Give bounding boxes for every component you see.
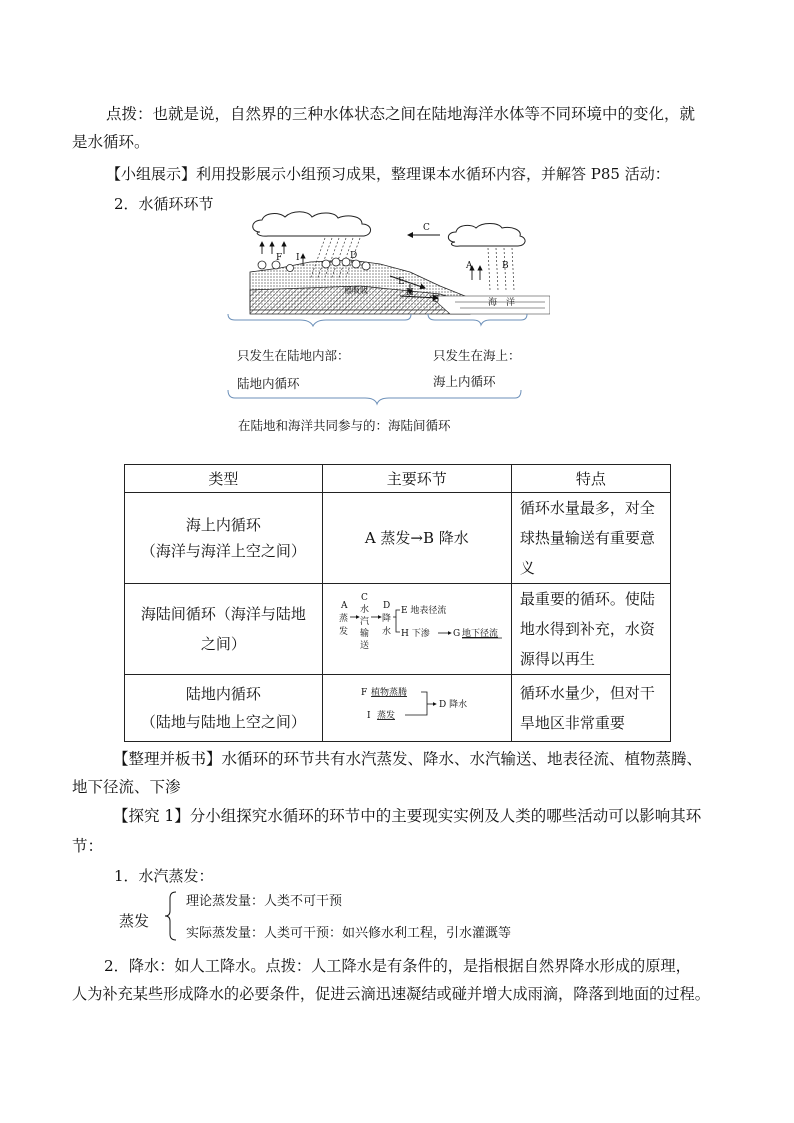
diagram-label-c: C: [423, 223, 430, 233]
both-cycle-label: 在陆地和海洋共同参与的：海陆间循环: [238, 418, 451, 433]
flow-a: A: [340, 601, 348, 611]
rain-b: [488, 248, 514, 290]
header-feature: 特点: [511, 465, 670, 493]
summary-line-1: 【整理并板书】水循环的环节共有水汽蒸发、降水、水汽输送、地表径流、植物蒸腾、: [113, 750, 703, 768]
row2-type: [125, 584, 323, 675]
diagram-label-d: D: [350, 251, 358, 261]
svg-text:汽: 汽: [359, 617, 369, 627]
item2-line-1: 2．降水：如人工降水。点拨：人工降水是有条件的，是指根据自然界降水形成的原理，: [104, 957, 691, 975]
item1-title: 1．水汽蒸发：: [114, 867, 214, 885]
row1-type: [125, 493, 323, 584]
item1-branch-2: 实际蒸发量：人类可干预：如兴修水利工程，引水灌溉等: [186, 926, 512, 941]
table-row: [125, 675, 671, 742]
diagram-label-e: E: [398, 277, 405, 287]
flow-i-prefix: I: [366, 711, 371, 721]
explore-line-1: 【探究 1】分小组探究水循环的环节中的主要现实实例及人类的哪些活动可以影响其环: [113, 807, 702, 825]
row3-feature: 循环水量少，但对干旱地区非常重要: [511, 675, 670, 742]
diagram-label-g: G: [432, 295, 440, 305]
flow-d: D: [382, 601, 391, 611]
item1-label: 蒸发: [119, 912, 150, 930]
svg-text:输: 输: [359, 629, 369, 639]
cloud-right: [448, 224, 525, 247]
flow-c: C: [360, 593, 368, 603]
row3-type-line1: 陆地内循环: [185, 685, 261, 703]
water-cycle-table: [124, 464, 671, 742]
diagram-label-i: I: [296, 253, 300, 263]
table-header-row: [125, 465, 671, 493]
flow-a-char1: 蒸: [338, 614, 348, 624]
table-row: [125, 584, 671, 675]
row3-type: [125, 675, 323, 742]
svg-text:水: 水: [359, 605, 369, 615]
row2-steps: [322, 584, 511, 675]
svg-text:水: 水: [381, 627, 391, 637]
row3-type-line2: （陆地与陆地上空之间）: [140, 713, 306, 731]
flow-i: 蒸发: [376, 711, 395, 721]
row3-flow-diagram: [323, 675, 511, 737]
diagram-label-b: B: [502, 261, 509, 271]
item1-branch-1: 理论蒸发量：人类不可干预: [186, 894, 343, 909]
diagram-root-absorb: 根吸收: [344, 286, 368, 295]
item2-line-2: 人为补充某些形成降水的必要条件，促进云滴迅速凝结或碰并增大成雨滴，降落到地面的过程。: [72, 985, 710, 1003]
flow-e: E 地表径流: [400, 606, 447, 616]
table-row: [125, 493, 671, 584]
group-show-text: 【小组展示】利用投影展示小组预习成果，整理课本水循环内容，并解答 P85 活动：: [106, 165, 670, 183]
flow-f: 植物蒸腾: [370, 688, 407, 698]
land-only-label: 只发生在陆地内部：: [237, 348, 350, 363]
section-2-title: 2．水循环环节: [114, 195, 214, 213]
header-type: 类型: [125, 465, 323, 493]
flow-h: H 下渗: [400, 629, 430, 639]
summary-line-2: 地下径流、下渗: [72, 778, 181, 796]
diagram-label-f: F: [276, 253, 283, 263]
row1-type-line1: 海上内循环: [185, 516, 261, 534]
row3-steps: [322, 675, 511, 742]
sea-only-label: 只发生在海上：: [433, 348, 521, 363]
diagram-ocean-label: 海 洋: [488, 298, 516, 308]
svg-text:降: 降: [381, 614, 391, 624]
svg-text:送: 送: [359, 641, 369, 651]
diagram-label-h: H: [406, 288, 414, 298]
flow-a-char2: 发: [338, 627, 348, 637]
explore-line-2: 节：: [72, 837, 104, 855]
cloud-left: [253, 212, 371, 236]
flow-g: 地下径流: [461, 629, 498, 639]
flow-f-prefix: F: [360, 688, 368, 698]
row1-type-line2: （海洋与海洋上空之间）: [140, 542, 306, 560]
row2-feature: 最重要的循环。使陆地水得到补充，水资源得以再生: [511, 584, 670, 675]
flow-g-prefix: G: [452, 629, 461, 639]
row2-flow-diagram: [323, 584, 511, 670]
intro-line-1: 点拨：也就是说，自然界的三种水体状态之间在陆地海洋水体等不同环境中的变化，就: [106, 105, 696, 123]
intro-line-2: 是水循环。: [72, 133, 150, 151]
row2-type-line2: 之间）: [200, 635, 246, 653]
sea-cycle-label: 海上内循环: [433, 374, 496, 389]
row1-steps: A 蒸发→B 降水: [322, 493, 511, 584]
row1-feature: 循环水量最多，对全球热量输送有重要意义: [511, 493, 670, 584]
header-steps: 主要环节: [322, 465, 511, 493]
land-cycle-label: 陆地内循环: [237, 376, 300, 391]
flow-d2: D 降水: [438, 700, 467, 710]
water-cycle-diagram: [240, 210, 550, 320]
row2-type-line1: 海陆间循环（海洋与陆地: [140, 605, 306, 623]
diagram-label-a: A: [466, 261, 473, 271]
item1-brace: [164, 891, 178, 941]
